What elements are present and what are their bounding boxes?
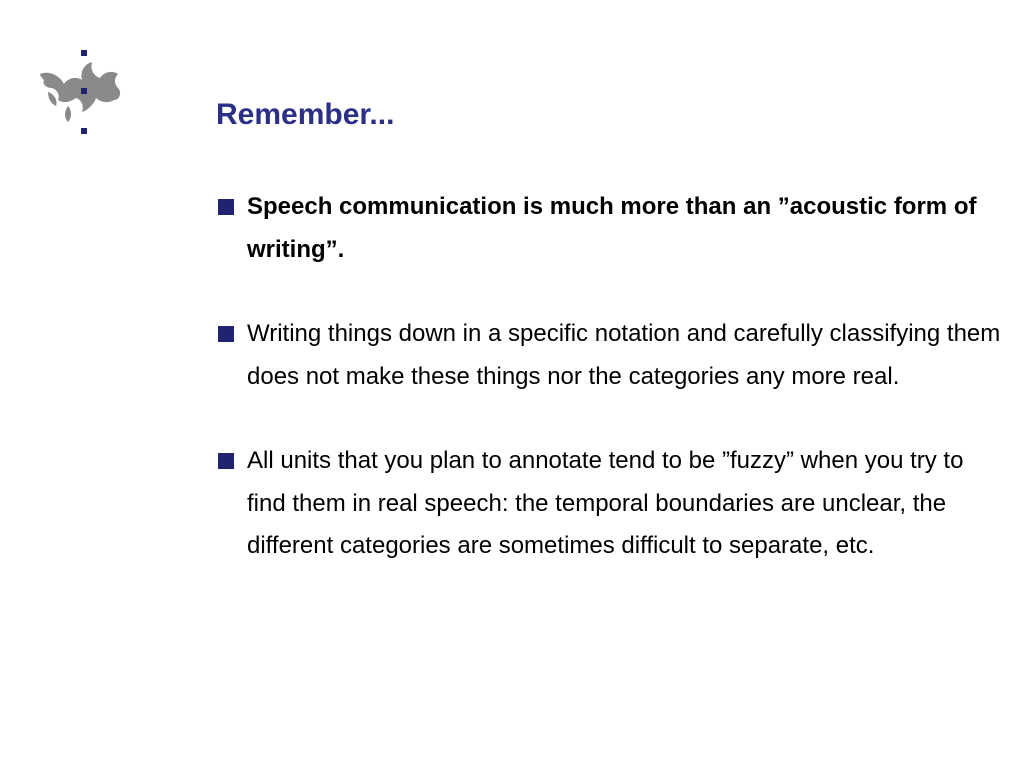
- square-bullet-icon: [218, 326, 234, 342]
- bullet-text: Speech communication is much more than an ”acoustic form of writing”.: [247, 193, 977, 263]
- flame-torch-logo-icon: [34, 48, 126, 138]
- slide-title: Remember...: [216, 98, 395, 131]
- bullet-item: [216, 313, 1006, 398]
- bullet-list: [216, 186, 1006, 610]
- square-bullet-icon: [218, 453, 234, 469]
- bullet-text: All units that you plan to annotate tend to be ”fuzzy” when you try to find them in real speech: the temporal boundaries are unclear, the different categories are sometimes difficult to separate, etc.: [247, 447, 964, 559]
- bullet-item: [216, 440, 1006, 568]
- square-bullet-icon: [218, 199, 234, 215]
- bullet-text: Writing things down in a specific notation and carefully classifying them does not make these things nor the categories any more real.: [247, 320, 1001, 390]
- bullet-item: [216, 186, 1006, 271]
